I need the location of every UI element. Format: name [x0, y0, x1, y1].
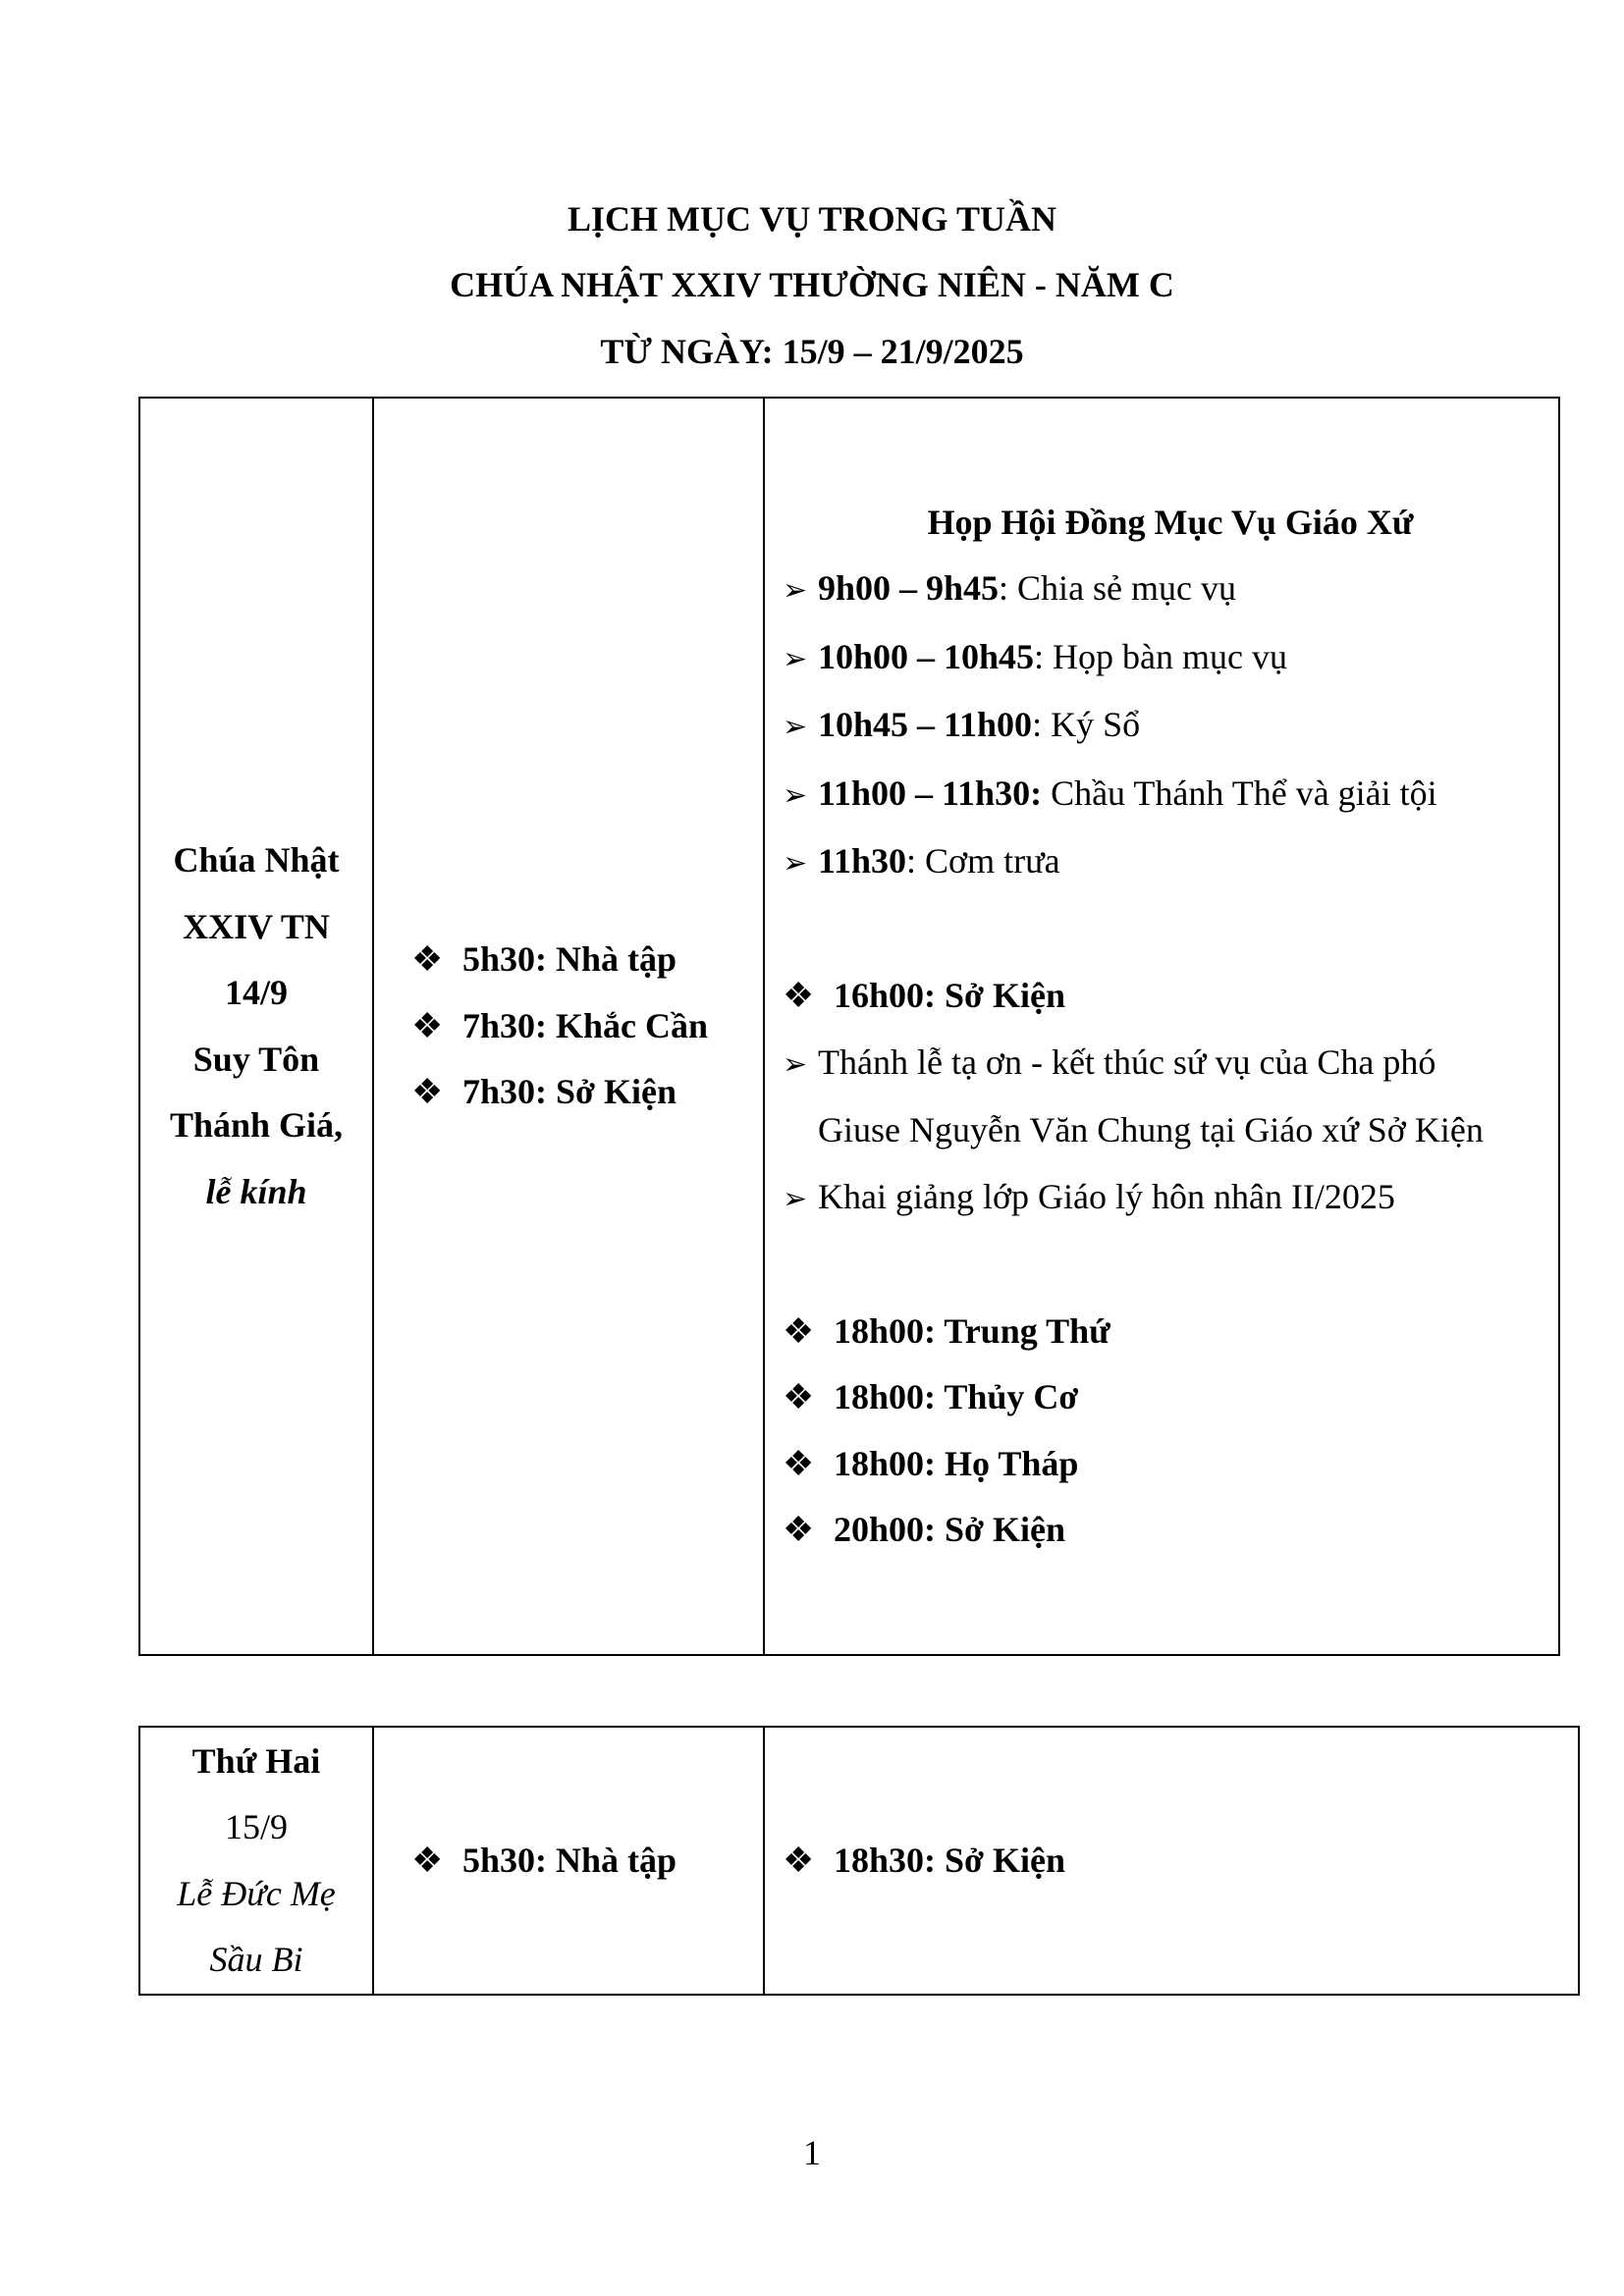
sunday-day-cell [139, 398, 373, 1655]
monday-day-cell [139, 1727, 373, 1995]
sunday-events-cell [764, 398, 1559, 1655]
arrow-bullet-icon: ➢ [783, 1047, 808, 1081]
arrow-bullet-icon: ➢ [783, 1182, 808, 1215]
diamond-bullet-icon: ❖ [783, 1840, 815, 1880]
afternoon-events [783, 963, 1558, 1232]
arrow-bullet-icon: ➢ [783, 711, 808, 743]
liturgical-week: XXIV TN [183, 906, 330, 946]
agenda-time: 10h00 – 10h45 [818, 636, 1035, 676]
list-item [411, 927, 763, 993]
feast-rank: lễ kính [205, 1171, 307, 1211]
list-item [783, 1364, 1558, 1431]
diamond-bullet-icon: ❖ [411, 1840, 444, 1880]
diamond-bullet-icon: ❖ [783, 976, 815, 1015]
morning-mass-list [411, 1828, 763, 1895]
diamond-bullet-icon: ❖ [411, 939, 444, 980]
mass-entry: 7h30: Khắc Cần [462, 1005, 709, 1045]
meeting-agenda [783, 556, 1558, 897]
list-item [411, 1828, 763, 1895]
thanksgiving-mass-line1: Thánh lễ tạ ơn - kết thúc sứ vụ của Cha phó [818, 1041, 1436, 1082]
table-row [139, 398, 1559, 1655]
agenda-time: 11h30 [818, 841, 907, 881]
diamond-bullet-icon: ❖ [783, 1510, 815, 1549]
list-item [783, 1299, 1558, 1365]
list-item [783, 1097, 1558, 1164]
day-name: Chúa Nhật [173, 840, 340, 880]
list-item [783, 1431, 1558, 1498]
sunday-morning-masses-cell [373, 398, 764, 1655]
page-number: 1 [803, 2133, 821, 2172]
feast-name-line1: Suy Tôn [192, 1039, 320, 1079]
diamond-bullet-icon: ❖ [783, 1310, 815, 1351]
agenda-desc: : Ký Sổ [1032, 705, 1141, 744]
diamond-bullet-icon: ❖ [411, 1072, 444, 1112]
feast-name-line1: Lễ Đức Mẹ [177, 1873, 336, 1913]
day-date: 14/9 [224, 973, 288, 1012]
agenda-time: 10h45 – 11h00 [818, 705, 1033, 744]
list-item [783, 761, 1558, 829]
arrow-bullet-icon: ➢ [783, 847, 808, 880]
list-item [783, 1497, 1558, 1564]
mass-entry: 20h00: Sở Kiện [834, 1510, 1065, 1549]
mass-entry: 7h30: Sở Kiện [462, 1072, 677, 1112]
table-row [139, 1727, 1579, 1995]
list-item [783, 828, 1558, 897]
list-item [411, 1059, 763, 1126]
afternoon-mass-heading: 16h00: Sở Kiện [834, 976, 1065, 1015]
mass-time: 5h30 [462, 1840, 536, 1880]
evening-mass-list [783, 1299, 1558, 1564]
diamond-bullet-icon: ❖ [783, 1377, 815, 1416]
mass-entry: 18h00: Họ Tháp [834, 1443, 1079, 1483]
monday-schedule-table [138, 1726, 1580, 1996]
agenda-desc: Chầu Thánh Thể và giải tội [1042, 773, 1437, 813]
agenda-desc: : Họp bàn mục vụ [1034, 636, 1288, 676]
list-item [783, 624, 1558, 693]
evening-mass-list [783, 1828, 1578, 1895]
liturgical-week-title: CHÚA NHẬT XXIV THƯỜNG NIÊN - NĂM C [450, 265, 1174, 304]
diamond-bullet-icon: ❖ [783, 1443, 815, 1483]
mass-place: : Sở Kiện [924, 1840, 1065, 1880]
meeting-title: Họp Hội Đồng Mục Vụ Giáo Xứ [927, 502, 1414, 542]
mass-place: : Nhà tập [535, 1840, 677, 1880]
mass-entry: 18h00: Trung Thứ [834, 1310, 1110, 1351]
feast-name-line2: Sầu Bi [209, 1940, 303, 1979]
monday-evening-mass-cell [764, 1727, 1579, 1995]
mass-entry: 18h00: Thủy Cơ [834, 1377, 1079, 1416]
agenda-time: 9h00 – 9h45 [818, 568, 1000, 608]
agenda-time: 11h00 – 11h30: [818, 773, 1043, 813]
agenda-desc: : Cơm trưa [906, 841, 1060, 881]
monday-morning-mass-cell [373, 1727, 764, 1995]
agenda-desc: : Chia sẻ mục vụ [999, 568, 1237, 608]
day-date: 15/9 [224, 1807, 288, 1846]
list-item [411, 993, 763, 1060]
day-name: Thứ Hai [191, 1740, 321, 1781]
mass-entry: 5h30: Nhà tập [462, 939, 677, 980]
arrow-bullet-icon: ➢ [783, 778, 808, 812]
marriage-class-opening: Khai giảng lớp Giáo lý hôn nhân II/2025 [818, 1176, 1395, 1216]
sunday-schedule-table [138, 397, 1560, 1656]
list-item [783, 692, 1558, 761]
thanksgiving-mass-line2: Giuse Nguyễn Văn Chung tại Giáo xứ Sở Kiện [818, 1110, 1484, 1149]
list-item [783, 963, 1558, 1030]
list-item [783, 1164, 1558, 1233]
date-range: TỪ NGÀY: 15/9 – 21/9/2025 [600, 332, 1024, 371]
morning-mass-list [411, 927, 763, 1126]
diamond-bullet-icon: ❖ [411, 1005, 444, 1045]
feast-name-line2: Thánh Giá, [169, 1105, 344, 1145]
list-item [783, 1828, 1578, 1895]
list-item [783, 556, 1558, 624]
mass-time: 18h30 [834, 1840, 925, 1880]
arrow-bullet-icon: ➢ [783, 642, 808, 675]
arrow-bullet-icon: ➢ [783, 574, 808, 607]
schedule-title: LỊCH MỤC VỤ TRONG TUẦN [567, 199, 1057, 239]
list-item [783, 1030, 1558, 1098]
